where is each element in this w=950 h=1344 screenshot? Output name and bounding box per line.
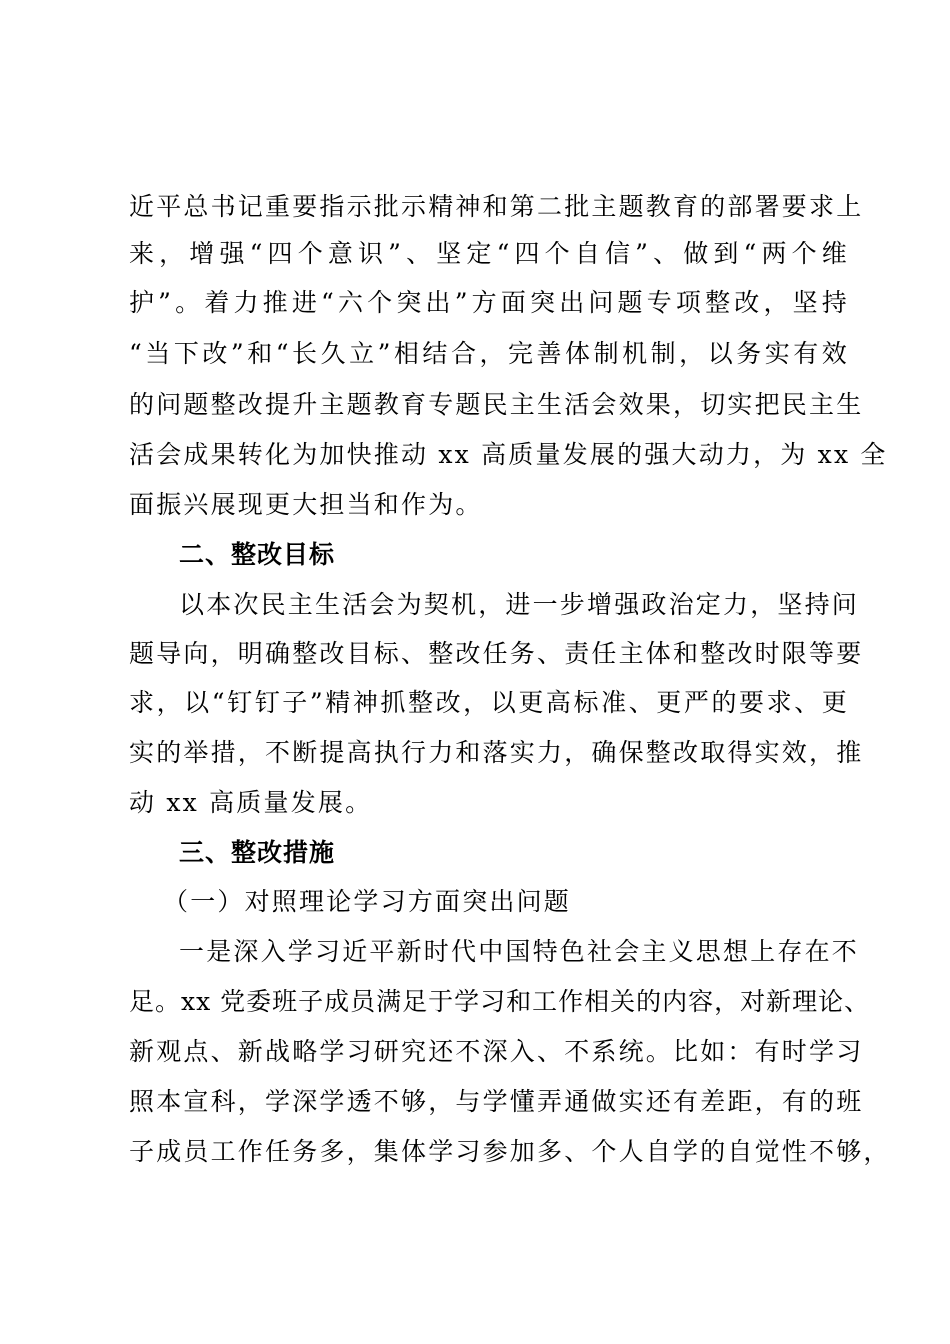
body-text-line: 动 xx 高质量发展。	[129, 788, 373, 817]
section-heading: 二、整改目标	[179, 540, 336, 569]
body-text-line: 活会成果转化为加快推动 xx 高质量发展的强大动力，为 xx 全	[129, 440, 888, 469]
body-text-line: 照本宣科，学深学透不够，与学懂弄通做实还有差距，有的班	[129, 1087, 864, 1116]
subsection-heading: （一）对照理论学习方面突出问题	[163, 887, 572, 916]
body-text-line: 近平总书记重要指示批示精神和第二批主题教育的部署要求上	[129, 192, 864, 221]
body-text-line: 求，以“钉钉子”精神抓整改，以更高标准、更严的要求、更	[129, 688, 849, 717]
body-text-line: 面振兴展现更大担当和作为。	[129, 490, 483, 519]
body-text-line: 子成员工作任务多，集体学习参加多、个人自学的自觉性不够，	[129, 1137, 891, 1166]
body-text-line: 来，增强“四个意识”、坚定“四个自信”、做到“两个维	[129, 239, 849, 268]
body-text-line: 护”。着力推进“六个突出”方面突出问题专项整改，坚持	[129, 288, 849, 317]
body-text-line: “当下改”和“长久立”相结合，完善体制机制，以务实有效	[129, 339, 849, 368]
body-text-line: 足。xx 党委班子成员满足于学习和工作相关的内容，对新理论、	[129, 987, 871, 1016]
body-text-line: 新观点、新战略学习研究还不深入、不系统。比如：有时学习	[129, 1037, 864, 1066]
body-text-line: 以本次民主生活会为契机，进一步增强政治定力，坚持问	[179, 590, 860, 619]
body-text-line: 实的举措，不断提高执行力和落实力，确保整改取得实效，推	[129, 738, 864, 767]
body-text-line: 题导向，明确整改目标、整改任务、责任主体和整改时限等要	[129, 639, 864, 668]
section-heading: 三、整改措施	[179, 838, 336, 867]
body-text-line: 一是深入学习近平新时代中国特色社会主义思想上存在不	[179, 937, 860, 966]
body-text-line: 的问题整改提升主题教育专题民主生活会效果，切实把民主生	[129, 390, 864, 419]
